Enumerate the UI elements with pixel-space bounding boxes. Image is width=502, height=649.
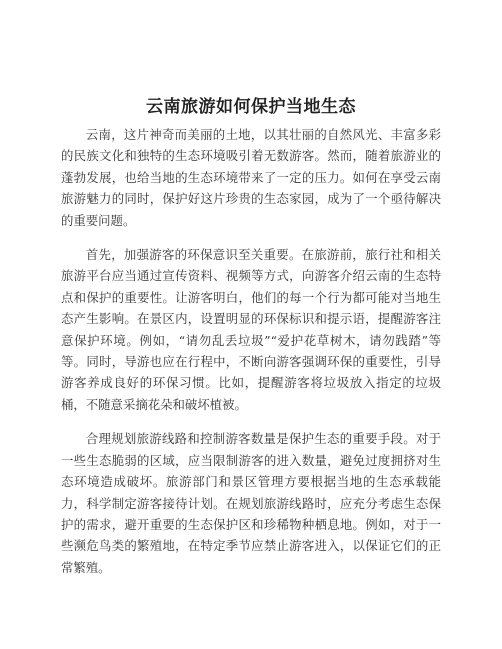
paragraph-intro: 云南，这片神奇而美丽的土地，以其壮丽的自然风光、丰富多彩的民族文化和独特的生态环境吸引着无数游客。然而，随着旅游业的蓬勃发展，也给当地的生态环境带来了一定的压力。如何在享受云南旅游魅力的同时，保护好这片珍贵的生态家园，成为了一个亟待解决的重要问题。 (61, 127, 441, 228)
paragraph-awareness: 首先，加强游客的环保意识至关重要。在旅游前，旅行社和相关旅游平台应当通过宣传资料、视频等方式，向游客介绍云南的生态特点和保护的重要性。让游客明白，他们的每一个行为都可能对当地生态产生影响。在景区内，设置明显的环保标识和提示语，提醒游客注意保护环境。例如，“请勿乱丢垃圾”“爱护花草树木，请勿践踏”等等。同时，导游也应在行程中，不断向游客强调环保的重要性，引导游客养成良好的环保习惯。比如，提醒游客将垃圾放入指定的垃圾桶，不随意采摘花朵和破坏植被。 (61, 247, 441, 412)
document-title: 云南旅游如何保护当地生态 (146, 97, 356, 117)
paragraph-planning: 合理规划旅游线路和控制游客数量是保护生态的重要手段。对于一些生态脆弱的区域，应当限制游客的进入数量，避免过度拥挤对生态环境造成破坏。旅游部门和景区管理方要根据当地的生态承载能力，科学制定游客接待计划。在规划旅游线路时，应充分考虑生态保护的需求，避开重要的生态保护区和珍稀物种栖息地。例如，对于一些濒危鸟类的繁殖地，在特定季节应禁止游客进入，以保证它们的正常繁殖。 (61, 431, 441, 575)
document-body (61, 124, 441, 591)
